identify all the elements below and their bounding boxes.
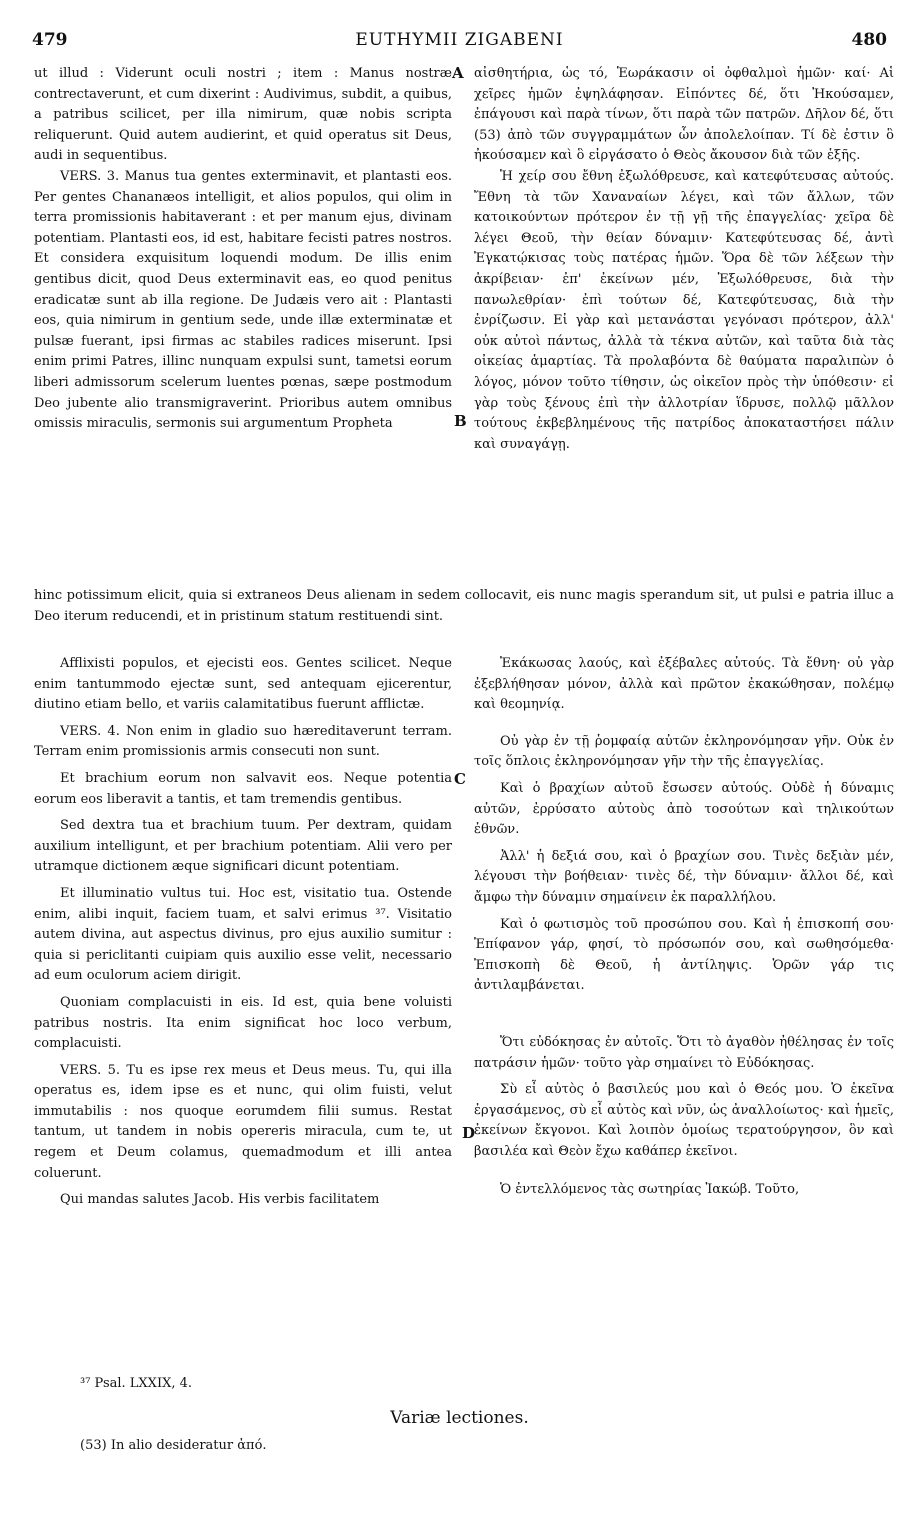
margin-marker-c: C xyxy=(454,770,466,788)
greek-paragraph: Οὐ γὰρ ἐν τῇ ῥομφαίᾳ αὐτῶν ἐκληρονόμησαν γῆν. Οὐκ ἐν τοῖς ὅπλοις ἐκληρονόμησαν γῆν τὴν τῆς ἐπαγγελίας. xyxy=(474,733,894,770)
running-title: EUTHYMII ZIGABENI xyxy=(355,30,564,50)
latin-paragraph: Afflixisti populos, et ejecisti eos. Gentes scilicet. Neque enim tantummodo ejectæ sunt, sed antequam ejicerentur, diutino etiam bello, et variis calamitatibus fuerunt afflictæ. xyxy=(34,656,452,713)
latin-paragraph: Sed dextra tua et brachium tuum. Per dextram, quidam auxilium intelligunt, et per brachium potentiam. Alii vero per utramque dictionem æque significari dicunt potentiam. xyxy=(34,818,452,875)
latin-paragraph: Qui mandas salutes Jacob. His verbis facilitatem xyxy=(60,1192,380,1208)
greek-paragraph: Ἐκάκωσας λαούς, καὶ ἐξέβαλες αὐτούς. Τὰ ἔθνη· οὐ γὰρ ἐξεβλήθησαν μόνον, ἀλλὰ καὶ πρῶτον ἐκακώθησαν, πολέμῳ καὶ θεομηνίᾳ. xyxy=(474,656,894,713)
latin-paragraph: Quoniam complacuisti in eis. Id est, quia bene voluisti patribus nostris. Ita enim significat hoc loco verbum, complacuisti. xyxy=(34,994,452,1052)
greek-paragraph: Ἀλλ' ἡ δεξιά σου, καὶ ὁ βραχίων σου. Τινὲς δεξιὰν μέν, λέγουσι τὴν βοήθειαν· τινὲς δέ, τὴν δύναμιν· ἄλλοι δέ, καὶ ἄμφω τὴν δύναμιν σημαίνειν ἐκ παραλλήλου. xyxy=(474,848,894,905)
greek-paragraph: Ὁ ἐντελλόμενος τὰς σωτηρίας Ἰακώβ. Τοῦτο, xyxy=(500,1182,800,1198)
latin-column-bottom xyxy=(34,654,452,1211)
greek-column-bottom xyxy=(474,654,894,1201)
margin-marker-d: D xyxy=(462,1124,476,1142)
greek-paragraph: Ὅτι εὐδόκησας ἐν αὐτοῖς. Ὅτι τὸ ἀγαθὸν ἠθέλησας ἐν τοῖς πατράσιν ἡμῶν· τοῦτο γὰρ σημαίνει τὸ Εὐδόκησας. xyxy=(474,1034,894,1071)
greek-paragraph: Σὺ εἶ αὐτὸς ὁ βασιλεύς μου καὶ ὁ Θεός μου. Ὁ ἐκεῖνα ἐργασάμενος, σὺ εἶ αὐτὸς καὶ νῦν, ὡς ἀναλλοίωτος· καὶ ἡμεῖς, ἐκείνων ἔκγονοι. Καὶ λοιπὸν ὁμοίως τερατούργησον, ὃν καὶ βασιλέα καὶ Θεὸν ἔχω καθάπερ ἐκεῖνοι. xyxy=(474,1082,894,1159)
latin-paragraph: Et brachium eorum non salvavit eos. Neque potentia eorum eos liberavit a tantis, et tam tremendis gentibus. xyxy=(34,770,452,807)
greek-paragraph: Καὶ ὁ βραχίων αὐτοῦ ἔσωσεν αὐτούς. Οὐδὲ ἡ δύναμις αὐτῶν, ἐρρύσατο αὐτοὺς ἀπὸ τοσούτων καὶ τηλικούτων ἐθνῶν. xyxy=(474,780,894,838)
latin-paragraph: VERS. 4. Non enim in gladio suo hæreditaverunt terram. Terram enim promissionis armis consecuti non sunt. xyxy=(34,723,452,760)
latin-full-width-line: hinc potissimum elicit, quia si extraneos Deus alienam in sedem collocavit, eis nunc magis sperandum sit, ut pulsi e patria illuc a Deo iterum reducendi, et in pristinum statum restituendi sint. xyxy=(34,588,894,624)
latin-paragraph: VERS. 3. Manus tua gentes exterminavit, et plantasti eos. Per gentes Chananæos intelligit, et alios populos, qui olim in terra promissionis habitaverant : et per manum ejus, divinam potentiam. Plantasti eos, id est, habitare fecisti patres nostros. Et considera exquisitum loquendi modum. De illis enim gentibus dicit, quod Deus exterminavit eas, eo quod penitus eradicatæ sunt ab illa regione. De Judæis vero ait : Plantasti eos, quia nimirum in gentium sede, unde illæ exterminatæ et pulsæ fuerant, ipsi firmas ac stabiles radices miserunt. Ipsi enim primi Patres, illinc nunquam expulsi sunt, tametsi eorum liberi admissorum scelerum luentes pœnas, sæpe postmodum Deo jubente alio transmigraverint. Prioribus autem omnibus omissis miraculis, sermonis sui argumentum Propheta xyxy=(34,168,452,432)
greek-column-top xyxy=(474,64,894,455)
latin-paragraph: ut illud : Viderunt oculi nostri ; item : Manus nostræ contrectaverunt, et cum dixerint : Audivimus, subdit, a quibus, a patribus scilicet, per illa nimirum, quæ nobis scripta reliquerunt. Quid autem audierint, et quid operatus sit Deus, audi in sequentibus. xyxy=(34,66,452,164)
latin-paragraph: VERS. 5. Tu es ipse rex meus et Deus meus. Tu, qui illa operatus es, idem ipse es et nunc, qui olim fuisti, velut immutabilis : nos quoque eorumdem filii sumus. Restat tantum, ut tandem in nobis opereris miracula, cum te, ut regem et Deum colamus, quemadmodum et illi antea coluerunt. xyxy=(34,1062,452,1181)
page-number-left: 479 xyxy=(32,30,68,50)
greek-paragraph: Καὶ ὁ φωτισμὸς τοῦ προσώπου σου. Καὶ ἡ ἐπισκοπή σου· Ἐπίφανον γάρ, φησί, τὸ πρόσωπόν σου, καὶ σωθησόμεθα· Ἐπισκοπὴ δὲ Θεοῦ, ἡ ἀντίληψις. Ὁρῶν γάρ τις ἀντιλαμβάνεται. xyxy=(474,916,894,994)
variae-lectiones-heading: Variæ lectiones. xyxy=(390,1408,529,1428)
page-header xyxy=(32,30,887,58)
greek-paragraph: Ἡ χείρ σου ἔθνη ἐξωλόθρευσε, καὶ κατεφύτευσας αὐτούς. Ἔθνη τὰ τῶν Χαναναίων λέγει, καὶ τῶν ἄλλων, τῶν κατοικούντων πρότερον ἐν τῇ γῇ τῆς ἐπαγγελίας· χεῖρα δὲ λέγει Θεοῦ, τὴν θείαν δύναμιν· Κατεφύτευσας δέ, ἀντὶ Ἐγκατῴκισας τοὺς πατέρας ἡμῶν. Ὅρα δὲ τῶν λέξεων τὴν ἀκρίβειαν· ἐπ' ἐκείνων μέν, Ἐξωλόθρευσε, διὰ τὴν πανωλεθρίαν· ἐπὶ τούτων δέ, Κατεφύτευσας, διὰ τὴν ἐνρίζωσιν. Εἰ γὰρ καὶ μετανάσται γεγόνασι πρότερον, ἀλλ' οὐκ αὐτοὶ πάντως, ἀλλὰ τὰ τέκνα αὐτῶν, καὶ ταῦτα διὰ τὰς οἰκείας ἁμαρτίας. Τὰ προλαβόντα δὲ θαύματα παραλιπὼν ὁ λόγος, μόνον τοῦτο τίθησιν, ὡς οἰκεῖον πρὸς τὴν ὑπόθεσιν· εἰ γὰρ τοὺς ξένους ἐπὶ τὴν ἀλλοτρίαν ἵδρυσε, πολλῷ μᾶλλον τούτους ἐκβεβλημένους τῆς πατρίδος ἀποκαταστήσει πάλιν καὶ συναγάγῃ. xyxy=(474,168,894,452)
margin-marker-b: B xyxy=(454,412,467,430)
footnote: ³⁷ Psal. LXXIX, 4. xyxy=(80,1376,192,1391)
latin-column-top xyxy=(34,64,452,435)
variant-note: (53) In alio desideratur ἀπό. xyxy=(80,1438,267,1453)
margin-marker-a: A xyxy=(452,64,464,82)
greek-paragraph: αἰσθητήρια, ὡς τό, Ἑωράκασιν οἱ ὀφθαλμοὶ ἡμῶν· καί· Αἱ χεῖρες ἡμῶν ἐψηλάφησαν. Εἰπόντες δέ, ὅτι Ἠκούσαμεν, ἐπάγουσι καὶ παρὰ τίνων, ὅτι παρὰ τῶν πατρῶν. Δῆλον δέ, ὅτι (53) ἀπὸ τῶν συγγραμμάτων ὧν ἀπολελοίπαν. Τί δὲ ἐστιν ὃ ἠκούσαμεν καὶ ὃ εἰργάσατο ὁ Θεὸς ἄκουσον διὰ τῶν ἑξῆς. xyxy=(474,66,894,164)
page-number-right: 480 xyxy=(851,30,887,50)
latin-paragraph: Et illuminatio vultus tui. Hoc est, visitatio tua. Ostende enim, alibi inquit, faciem tuam, et salvi erimus ³⁷. Visitatio autem divina, aut aspectus divinus, pro ejus auxilio sumitur : quia si periclitanti cuipiam quis auxilio esse velit, necessario ad eum oculorum aciem dirigit. xyxy=(34,885,452,984)
